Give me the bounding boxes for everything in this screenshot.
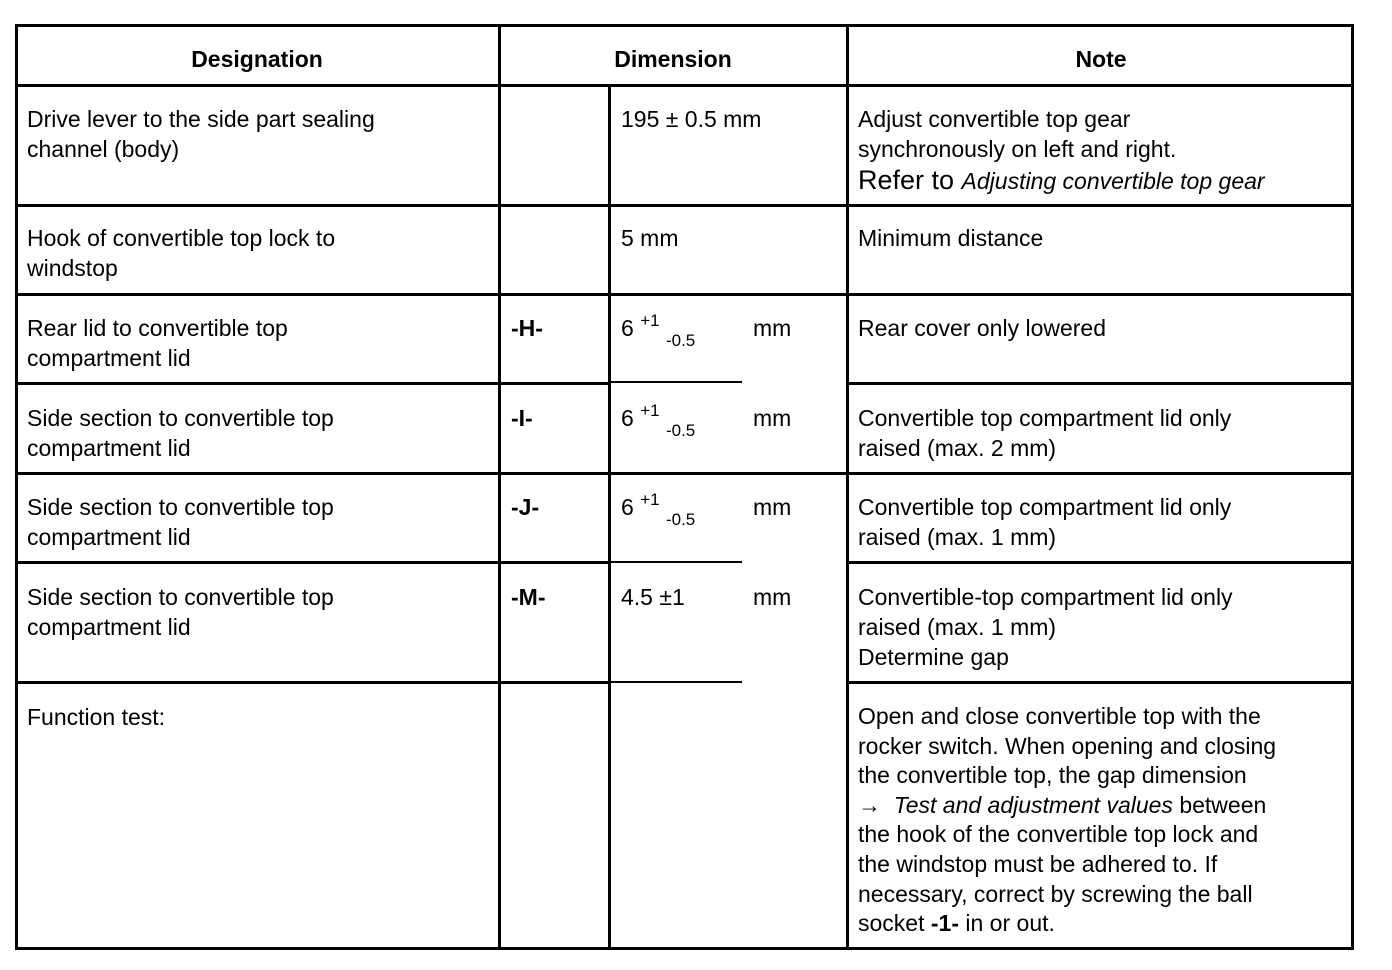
row7-note-line6: the windstop must be adhered to. If [858,850,1218,877]
row6-designation [27,582,334,642]
row1-note-line2: synchronously on left and right. [858,136,1177,162]
row2-dimension: 5 mm [621,225,679,251]
row6-dimension: 4.5 ±1 [621,584,685,610]
row-divider-5-dim [610,561,742,563]
row1-designation-line2: channel (body) [27,136,180,162]
row7-note-line1: Open and close convertible top with the [858,703,1261,729]
row4-designation [27,403,334,463]
row5-note-line1: Convertible top compartment lid only [858,494,1232,520]
row-divider-5-left [15,561,610,564]
reference-prefix: Refer to [858,165,962,195]
row5-note [858,492,1231,552]
row-divider-3-dim [610,381,742,383]
row5-unit: mm [753,494,792,520]
row6-note-line3: Determine gap [858,644,1009,670]
tolerance-minus: -0.5 [665,331,696,350]
row5-note-line2: raised (max. 1 mm) [858,524,1057,550]
row-divider-5-right [846,561,1354,564]
row7-note-line2: rocker switch. When opening and closing [858,732,1277,759]
row7-note-line4 [858,791,1276,821]
ball-socket-code: -1- [930,910,959,937]
row4-note [858,403,1231,463]
last-suffix: in or out. [959,910,1055,937]
tolerance-base: 6 [621,405,634,431]
row5-designation-line1: Side section to convertible top [27,494,334,520]
row7-note-line7: necessary, correct by screwing the ball [858,880,1253,907]
row6-note-line2: raised (max. 1 mm) [858,614,1057,640]
row4-note-line2: raised (max. 2 mm) [858,435,1057,461]
row2-designation [27,223,335,283]
row6-unit: mm [753,584,792,610]
header-dimension: Dimension [614,46,732,72]
row-divider-header [15,84,1354,87]
row5-dimension [621,490,696,529]
reference-link-adjusting-gear[interactable]: Adjusting convertible top gear [961,168,1265,194]
row3-unit: mm [753,315,792,341]
row4-note-line1: Convertible top compartment lid only [858,405,1232,431]
row7-note-line5: the hook of the convertible top lock and [858,821,1259,848]
row6-designation-line1: Side section to convertible top [27,584,334,610]
row1-note-reference [858,164,1265,197]
row3-note: Rear cover only lowered [858,315,1107,341]
row4-unit: mm [753,405,792,431]
row3-code: -H- [511,315,543,341]
row-divider-2 [15,293,1354,296]
tolerance-base: 6 [621,494,634,520]
row1-designation-line1: Drive lever to the side part sealing [27,106,375,132]
col-divider-note [846,24,849,950]
tolerance-base: 6 [621,315,634,341]
row-divider-6-left [15,681,610,684]
row-divider-3-right [846,382,1354,385]
tolerance-plus: +1 [640,490,660,509]
row7-note-line8 [858,909,1276,939]
row-divider-3-left [15,382,610,385]
row4-dimension [621,401,696,440]
row5-code: -J- [511,494,540,520]
row3-designation-line1: Rear lid to convertible top [27,315,288,341]
row-divider-6-right [846,681,1354,684]
row2-designation-line2: windstop [27,255,118,281]
row5-designation [27,492,334,552]
row4-designation-line1: Side section to convertible top [27,405,334,431]
reference-link-test-values[interactable]: Test and adjustment values [893,791,1173,818]
row4-code: -I- [511,405,533,431]
row1-note [858,104,1265,197]
row3-dimension [621,311,696,350]
col-divider-dimension-sub [608,84,611,950]
row6-note-line1: Convertible-top compartment lid only [858,584,1233,610]
row7-designation: Function test: [27,704,166,730]
row1-note-line1: Adjust convertible top gear [858,106,1131,132]
row3-designation-line2: compartment lid [27,345,191,371]
row2-designation-line1: Hook of convertible top lock to [27,225,336,251]
row3-designation [27,313,288,373]
tolerance-minus: -0.5 [665,421,696,440]
tolerance-plus: +1 [640,311,660,330]
header-note: Note [1075,46,1127,72]
row6-code: -M- [511,584,546,610]
row6-designation-line2: compartment lid [27,614,191,640]
row4-designation-line2: compartment lid [27,435,191,461]
row7-note-line3: the convertible top, the gap dimension [858,762,1247,789]
header-designation: Designation [191,46,323,72]
col-divider-designation [498,24,501,950]
row2-note: Minimum distance [858,225,1044,251]
row-divider-6-dim [610,681,742,683]
row-divider-4 [15,472,1354,475]
tolerance-minus: -0.5 [665,510,696,529]
row6-note [858,582,1233,672]
last-prefix: socket [858,910,931,937]
row1-dimension: 195 ± 0.5 mm [621,106,762,132]
after-link-text: between [1172,791,1267,818]
row5-designation-line2: compartment lid [27,524,191,550]
arrow-right-icon: → [858,791,881,818]
tolerance-plus: +1 [640,401,660,420]
row7-note [858,702,1276,939]
row1-designation [27,104,375,164]
row-divider-1 [15,204,1354,207]
